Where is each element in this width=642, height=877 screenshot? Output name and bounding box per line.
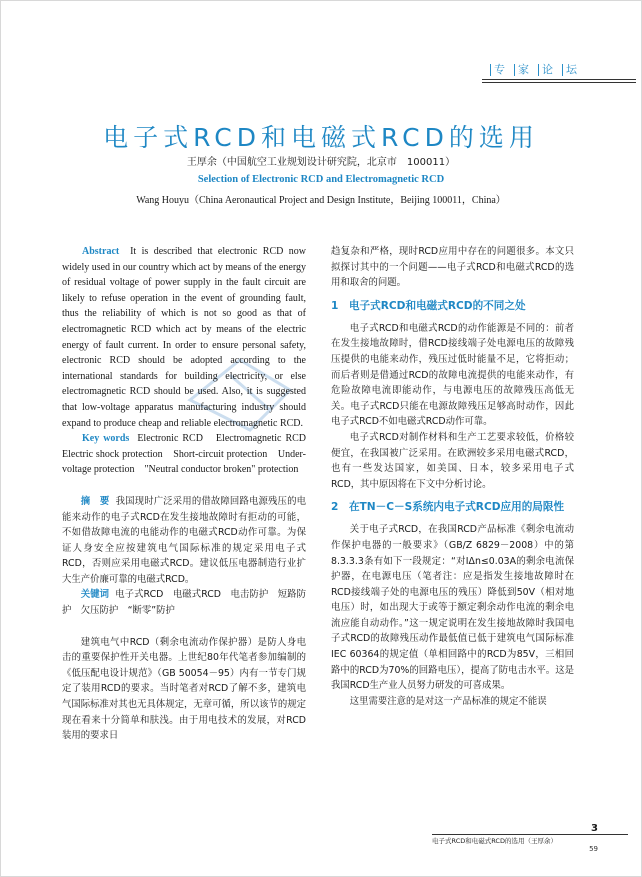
section2-paragraph: 关于电子式RCD，在我国RCD产品标准《剩余电流动作保护电器的一般要求》（GB/Z 6829－2008）中的第8.3.3.3条有如下一段规定：“对IΔn≤0.03A的剩余电流保护器，在电源电压（笔者注：应是指发生接地故障时在RCD接线端子处的电源电压的残压）降低到50V（相对地电压）时，如出现大于或等于额定剩余动作电流的剩余电流应能自动动作。”这一规定说明在发生接地故障时我国电子式RCD的故障残压动作最低值已低于建筑电气国际标准IEC 60364的规定值（单相回路中的RCD为85V，三相回路中的RCD为70%的回路电压），提高了防电击水平。这是我国RCD生产业人员努力研发的可喜成果。 xyxy=(331,524,574,692)
abstract-en-label: Abstract xyxy=(82,246,120,257)
footer-title: 电子式RCD和电磁式RCD的选用（王厚余） xyxy=(432,837,557,845)
section-tag-char: 论 xyxy=(538,64,556,76)
abstract-en-text: It is described that electronic RCD now widely used in our country which act by means of the energy of residual voltage of power supply in the fault circuit are likely to refuse operation in the event of grounding fault, thus the reliability of which is not so good as that of electromagnetic RCD which act by means of the electric energy of fault current. In order to ensure personal safety, electronic RCD should be adopted according to the international standards for building electricity, or else electromagnetic RCD should be used. Also, it is suggested that low-voltage apparatus manufacturing industry should expand to produce cheap and reliable electromagnetic RCD. xyxy=(62,246,306,429)
section1-paragraph: 电子式RCD对制作材料和生产工艺要求较低，价格较便宜，在我国被广泛采用。在欧洲较多采用电磁式RCD，也有一些发达国家，如美国、日本，较多采用电子式RCD，其中原因将在下文中分析讨论。 xyxy=(331,431,574,490)
footer-rule xyxy=(432,834,628,835)
abstract-en xyxy=(62,244,306,431)
header-rule xyxy=(482,79,636,80)
header-rule xyxy=(482,82,636,83)
author-en: Wang Houyu（China Aeronautical Project and Design Institute，Beijing 100011，China） xyxy=(136,195,506,206)
footer-number: 3 xyxy=(591,823,598,834)
section-tag-char: 专 xyxy=(490,64,508,76)
right-column xyxy=(331,244,574,709)
section-heading-2: 2 在TN－C－S系统内电子式RCD应用的局限性 xyxy=(331,501,565,514)
abstract-cn xyxy=(62,494,306,588)
keywords-cn-label: 关键词 xyxy=(80,589,110,601)
paper-title: 电子式RCD和电磁式RCD的选用 xyxy=(103,123,539,152)
keywords-cn-text: 电子式RCD 电磁式RCD 电击防护 短路防护 欠压防护 “断零”防护 xyxy=(62,589,306,617)
paper-title-en: Selection of Electronic RCD and Electromagnetic RCD xyxy=(197,174,445,185)
keywords-cn xyxy=(62,587,306,618)
section2-paragraph: 这里需要注意的是对这一产品标准的规定不能误 xyxy=(349,695,547,707)
section1-paragraph: 电子式RCD和电磁式RCD的动作能源是不同的：前者在发生接地故障时，借RCD接线端子处电源电压的故障残压提供的电能来动作，残压过低时能量不足，它将拒动；而后者则是借通过RCD的故障电流提供的电能来动作，有危险故障电流即能动作，与电源电压的故障残压高低无关。电子式RCD只能在电源故障残压足够高时动作，因此电子式RCD不如电磁式RCD动作可靠。 xyxy=(331,322,574,428)
section-tag-char: 坛 xyxy=(562,64,580,76)
section-tag xyxy=(490,64,580,76)
intro-paragraph-cont: 趋复杂和严格，现时RCD应用中存在的问题很多。本文只拟探讨其中的一个问题——电子式RCD和电磁式RCD的选用和取舍的问题。 xyxy=(331,246,574,289)
intro-paragraph: 建筑电气中RCD（剩余电流动作保护器）是防人身电击的重要保护性开关电器。上世纪80年代笔者参加编制的《低压配电设计规范》（GB 50054－95）内有一节专门规定了装用RCD的要求。当时笔者对RCD了解不多，建筑电气国际标准对其也无具体规定，无章可循，所以该节的规定现在看来十分简单和肤浅。由于用电技术的发展，对RCD装用的要求日 xyxy=(62,636,306,742)
section-tag-char: 家 xyxy=(514,64,532,76)
keywords-en-text: Electronic RCD Electromagnetic RCD Electric shock protection Short-circuit protection Under-voltage protection "Neutral conductor broken" protection xyxy=(62,433,317,476)
abstract-cn-text: 我国现时广泛采用的借故障回路电源残压的电能来动作的电子式RCD在发生接地故障时有拒动的可能，不如借故障电流的电能动作的电磁式RCD动作可靠。为保证人身安全应按建筑电气国际标准的规定采用电子式RCD，否则应采用电磁式RCD。建议低压电器制造行业扩大生产价廉可靠的电磁式RCD。 xyxy=(62,495,306,585)
left-column xyxy=(62,244,317,744)
author-cn: 王厚余（中国航空工业规划设计研究院，北京市 100011） xyxy=(186,157,456,168)
page-number: 59 xyxy=(589,845,598,853)
abstract-cn-label: 摘 要 xyxy=(80,495,110,507)
keywords-en xyxy=(62,431,317,478)
keywords-en-label: Key words xyxy=(82,433,130,445)
section-heading-1: 1 电子式RCD和电磁式RCD的不同之处 xyxy=(331,299,526,312)
